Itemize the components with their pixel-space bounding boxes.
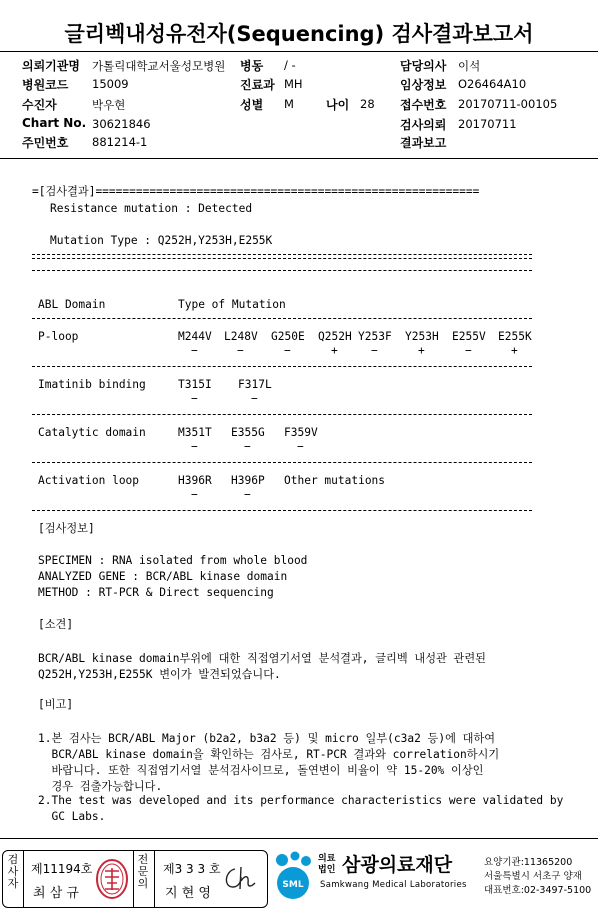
header-bottom-rule: [0, 158, 598, 159]
remarks-line: 바랍니다. 또한 직접염기서열 분석검사이므로, 돌연변이 비율이 약 15-20% 이상인: [38, 764, 484, 777]
info-heading: [검사정보]: [38, 522, 95, 535]
header-value: 20170711-00105: [458, 97, 558, 111]
mutation-result: −: [237, 344, 244, 357]
mutation-code: E255V: [452, 330, 486, 343]
mutation-result: −: [297, 440, 304, 453]
mutation-result: −: [244, 440, 251, 453]
domain-name: P-loop: [38, 330, 79, 343]
resistance-mutation: Resistance mutation : Detected: [50, 202, 253, 215]
mutation-code: Y253H: [405, 330, 439, 343]
divider: [154, 851, 155, 907]
header-label: 병동: [240, 59, 264, 73]
header-value: 가톨릭대학교서울성모병원: [92, 59, 226, 73]
domain-name: Imatinib binding: [38, 378, 146, 391]
double-rule: [32, 254, 532, 259]
col-domain-header: ABL Domain: [38, 298, 106, 311]
method: METHOD : RT-PCR & Direct sequencing: [38, 586, 274, 599]
mutation-code: Other mutations: [284, 474, 386, 487]
header-label: 나이: [326, 98, 350, 112]
remarks-line: 2.The test was developed and its performance characteristics were validated by: [38, 794, 564, 807]
examiner-label: 검사자: [7, 853, 19, 890]
header-label: 병원코드: [22, 78, 69, 92]
specialist-signature: [221, 863, 261, 899]
org-type: 의료법인: [318, 854, 336, 875]
header-value: / -: [284, 58, 296, 72]
col-type-header: Type of Mutation: [178, 298, 286, 311]
header-top-rule: [0, 51, 598, 52]
mutation-result: −: [251, 392, 258, 405]
mutation-result: +: [511, 344, 518, 357]
specimen: SPECIMEN : RNA isolated from whole blood: [38, 554, 308, 567]
specialist-label: 전문의: [137, 853, 149, 890]
domain-name: Activation loop: [38, 474, 140, 487]
header-value: O26464A10: [458, 77, 527, 91]
mutation-result: −: [191, 488, 198, 501]
mutation-code: H396P: [231, 474, 265, 487]
header-value: 881214-1: [92, 135, 148, 149]
mutation-result: +: [418, 344, 425, 357]
remarks-heading: [비고]: [38, 698, 74, 711]
logo-text: SML: [282, 880, 304, 890]
lab-address: 서울특별시 서초구 양재: [484, 871, 582, 882]
mutation-result: −: [465, 344, 472, 357]
remarks-line: 경우 검출가능합니다.: [38, 780, 163, 793]
opinion-line: Q252H,Y253H,E255K 변이가 발견되었습니다.: [38, 668, 281, 681]
specialist-name: 지 현 영: [165, 886, 211, 901]
header-value: 20170711: [458, 117, 517, 131]
header-label: 임상정보: [400, 78, 447, 92]
footer-rule: [0, 838, 598, 839]
header-value: M: [284, 97, 294, 111]
mutation-code: E355G: [231, 426, 265, 439]
header-label: 의뢰기관명: [22, 59, 80, 73]
mutation-code: E255K: [498, 330, 532, 343]
header-label: 주민번호: [22, 136, 69, 150]
examiner-license: 제11194호: [31, 862, 93, 876]
header-label: 접수번호: [400, 98, 447, 112]
header-label: 검사의뢰: [400, 118, 447, 132]
rule: [32, 366, 532, 367]
header-value: 15009: [92, 77, 129, 91]
header-value: MH: [284, 77, 303, 91]
agency-code: 요양기관:11365200: [484, 857, 573, 868]
remarks-line: GC Labs.: [38, 810, 106, 823]
examiner-seal: [95, 857, 129, 905]
org-name: 삼광의료재단: [342, 854, 453, 876]
rule: [32, 510, 532, 511]
report-title: 글리벡내성유전자(Sequencing) 검사결과보고서: [64, 22, 534, 46]
rule: [32, 318, 532, 319]
mutation-code: L248V: [224, 330, 258, 343]
lab-phone: 대표번호:02-3497-5100: [484, 885, 592, 896]
header-value: 박우현: [92, 98, 126, 112]
header-value: 이석: [458, 59, 481, 73]
rule: [32, 462, 532, 463]
opinion-line: BCR/ABL kinase domain부위에 대한 직접염기서열 분석결과, 글리벡 내성관 관련된: [38, 652, 486, 665]
mutation-type: Mutation Type : Q252H,Y253H,E255K: [50, 234, 273, 247]
mutation-result: −: [371, 344, 378, 357]
mutation-result: −: [191, 440, 198, 453]
divider: [133, 851, 134, 907]
header-label: Chart No.: [22, 116, 87, 130]
mutation-code: G250E: [271, 330, 305, 343]
divider: [23, 851, 24, 907]
examiner-name: 최 삼 규: [33, 886, 79, 901]
mutation-result: −: [191, 344, 198, 357]
mutation-result: −: [284, 344, 291, 357]
lab-logo-icon: [272, 851, 316, 905]
mutation-code: F359V: [284, 426, 318, 439]
mutation-result: −: [191, 392, 198, 405]
mutation-code: Y253F: [358, 330, 392, 343]
mutation-result: +: [331, 344, 338, 357]
analyzed-gene: ANALYZED GENE : BCR/ABL kinase domain: [38, 570, 288, 583]
result-heading: =[검사결과]=========================================================: [32, 185, 480, 198]
header-value: 28: [360, 97, 375, 111]
org-english: Samkwang Medical Laboratories: [320, 880, 467, 890]
header-value: 30621846: [92, 117, 151, 131]
specialist-license: 제3 3 3 호: [163, 862, 221, 876]
mutation-code: H396R: [178, 474, 212, 487]
remarks-line: BCR/ABL kinase domain을 확인하는 검사로, RT-PCR 결과와 correlation하시기: [38, 748, 500, 761]
mutation-code: Q252H: [318, 330, 352, 343]
rule: [32, 270, 532, 271]
domain-name: Catalytic domain: [38, 426, 146, 439]
header-label: 결과보고: [400, 136, 447, 150]
signature-box: [2, 850, 268, 908]
mutation-result: −: [244, 488, 251, 501]
opinion-heading: [소견]: [38, 618, 74, 631]
header-label: 성별: [240, 98, 264, 112]
mutation-code: F317L: [238, 378, 272, 391]
mutation-code: M351T: [178, 426, 212, 439]
remarks-line: 1.본 검사는 BCR/ABL Major (b2a2, b3a2 등) 및 micro 일부(c3a2 등)에 대하여: [38, 732, 496, 745]
header-label: 진료과: [240, 78, 275, 92]
mutation-code: T315I: [178, 378, 212, 391]
mutation-code: M244V: [178, 330, 212, 343]
header-label: 담당의사: [400, 59, 447, 73]
header-label: 수진자: [22, 98, 57, 112]
rule: [32, 414, 532, 415]
